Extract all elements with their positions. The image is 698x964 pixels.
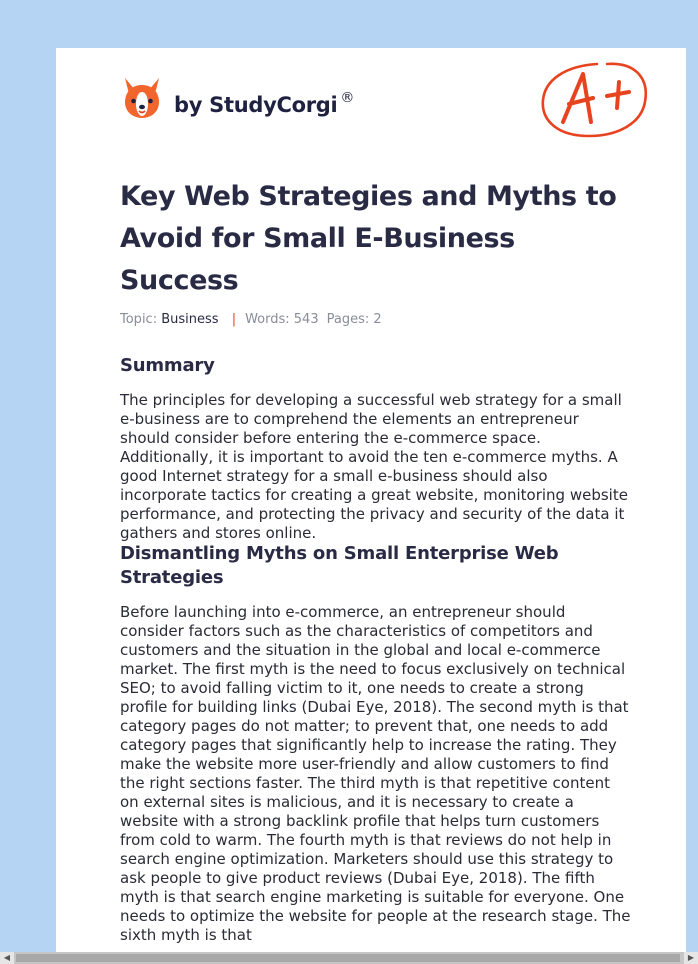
scroll-left-icon[interactable]: ◀ — [0, 952, 14, 964]
section-text-myths: Before launching into e-commerce, an entrepreneur should consider factors such as the characteristics of competitors and customers and the situation in the global and local e-commerce market. The first myth is the need to focus exclusively on technical SEO; to avoid falling victim to it, one needs to create a strong profile for building links (Dubai Eye, 2018). The second myth is that category pages do not matter; to prevent that, one needs to add category pages that significantly help to increase the rating. They make the website more user-friendly and allow customers to find the right sections faster. The third myth is that repetitive content on external sites is malicious, and it is necessary to create a website with a strong backlink profile that helps turn customers from cold to warm. The fourth myth is that reviews do not help in search engine optimization. Marketers should use this strategy to ask people to give product reviews (Dubai Eye, 2018). The fifth myth is that search engine marketing is suitable for everyone. One needs to optimize the website for people at the research stage. The sixth myth is that — [120, 603, 631, 944]
essay-meta — [120, 312, 382, 327]
meta-separator: | — [231, 312, 237, 327]
section-text-summary: The principles for developing a successful web strategy for a small e-business are to comprehend the elements an entrepreneur should consider before entering the e-commerce space. Additionally, it is important to avoid the ten e-commerce myths. A good Internet strategy for a small e-business should also incorporate tactics for creating a great website, monitoring website performance, and protecting the privacy and security of the data it gathers and stores online. — [120, 391, 628, 542]
page-count: Pages: 2 — [326, 312, 382, 327]
essay-page — [56, 48, 686, 953]
scroll-right-icon[interactable]: ▶ — [684, 952, 698, 964]
a-plus-stamp-icon — [537, 58, 649, 142]
topic-link[interactable]: Business — [161, 312, 219, 327]
horizontal-scrollbar[interactable] — [0, 952, 698, 964]
topic-label: Topic: — [120, 312, 158, 327]
corgi-logo-icon — [122, 76, 162, 120]
word-count: Words: 543 — [245, 312, 319, 327]
section-heading-myths: Dismantling Myths on Small Enterprise Web Strategies — [120, 543, 559, 588]
studycorgi-logo[interactable] — [122, 76, 354, 120]
section-heading-summary: Summary — [120, 355, 215, 376]
brand-name: by StudyCorgi ® — [174, 90, 355, 117]
essay-title: Key Web Strategies and Myths to Avoid for Small E-Business Success — [120, 181, 617, 296]
scrollbar-thumb[interactable] — [16, 954, 680, 962]
